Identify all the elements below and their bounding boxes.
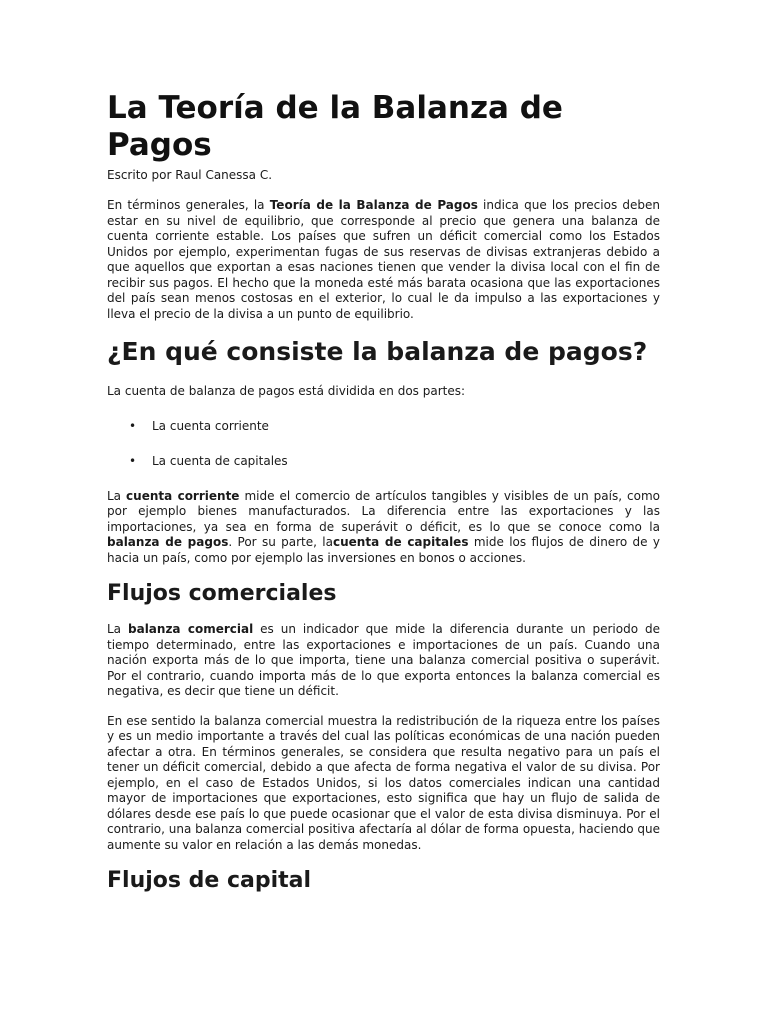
paragraph-text: La [107, 488, 127, 503]
bold-term: balanza comercial [128, 622, 254, 636]
paragraph-text: . Por su parte, la [228, 535, 333, 549]
intro-bold-term: Teoría de la Balanza de Pagos [269, 198, 478, 212]
section-lead-text: La cuenta de balanza de pagos está dividida en dos partes: [107, 384, 466, 398]
bold-term: balanza de pagos [107, 535, 229, 549]
bold-term: cuenta corriente [126, 488, 240, 503]
intro-text-post: indica que los precios deben estar en su nivel de equilibrio, que corresponde al precio que genera una balanza de cuenta corriente estable. Los países que sufren un déficit comercial como los Estados Unidos por ejemplo, experimentan fugas de sus reservas de divisas extranjeras debido a que aquellos que exportan a esas naciones tienen que vender la divisa local con el fin de recibir sus pagos. El hecho que la moneda esté más barata ocasiona que las exportaciones del país sean menos costosas en el exterior, lo cual le da impulso a las exportaciones y lleva el precio de la divisa a un punto de equilibrio. [107, 198, 660, 321]
list-item [107, 419, 660, 434]
bullet-icon: • [129, 418, 137, 433]
section-heading-flujos-capital: Flujos de capital [107, 868, 312, 893]
list-item [107, 454, 660, 469]
intro-paragraph [107, 198, 660, 322]
paragraph-text: mide el comercio de artículos tangibles y visibles de un país, como por ejemplo bienes manufacturados. La diferencia entre las exportaciones y las importaciones, ya sea en forma de superávit o déficit, es lo que se conoce como la [107, 488, 661, 534]
bold-term: cuenta de capitales [333, 535, 469, 549]
document-page [107, 90, 660, 909]
paragraph-text: es un indicador que mide la diferencia durante un periodo de tiempo determinado, entre las exportaciones e importaciones de un país. Cuando una nación exporta más de lo que importa, tiene una balanza comercial positiva o superávit. Por el contrario, cuando importa más de lo que exporta entonces la balanza comercial es negativa, es decir que tiene un déficit. [107, 622, 661, 698]
list-item-label: La cuenta corriente [152, 418, 269, 433]
balanza-comercial-paragraph [107, 622, 660, 700]
author-byline: Escrito por Raul Canessa C. [107, 168, 273, 182]
paragraph-text: La [107, 622, 128, 636]
paragraph-text: mide los flujos de dinero de y hacia un país, como por ejemplo las inversiones en bonos o acciones. [107, 535, 660, 565]
redistribucion-paragraph: En ese sentido la balanza comercial muestra la redistribución de la riqueza entre los países y es un medio importante a través del cual las políticas económicas de una nación pueden afectar a otra. En términos generales, se considera que resulta negativo para un país el tener un déficit comercial, debido a que afecta de forma negativa el valor de su divisa. Por ejemplo, en el caso de Estados Unidos, si los datos comerciales indican una cantidad mayor de importaciones que exportaciones, esto significa que hay un flujo de salida de dólares desde ese país lo que puede ocasionar que el valor de esta divisa disminuya. Por el contrario, una balanza comercial positiva afectaría al dólar de forma opuesta, haciendo que aumente su valor en relación a las demás monedas. [107, 713, 660, 852]
page-title: La Teoría de la Balanza de Pagos [107, 90, 563, 163]
parts-list [107, 419, 660, 469]
intro-text-pre: En términos generales, la [107, 198, 270, 212]
section-heading-flujos-comerciales: Flujos comerciales [107, 581, 337, 606]
section-heading-balanza: ¿En qué consiste la balanza de pagos? [107, 337, 648, 366]
list-item-label: La cuenta de capitales [152, 453, 288, 468]
bullet-icon: • [129, 453, 137, 468]
cuenta-paragraph [107, 489, 660, 567]
